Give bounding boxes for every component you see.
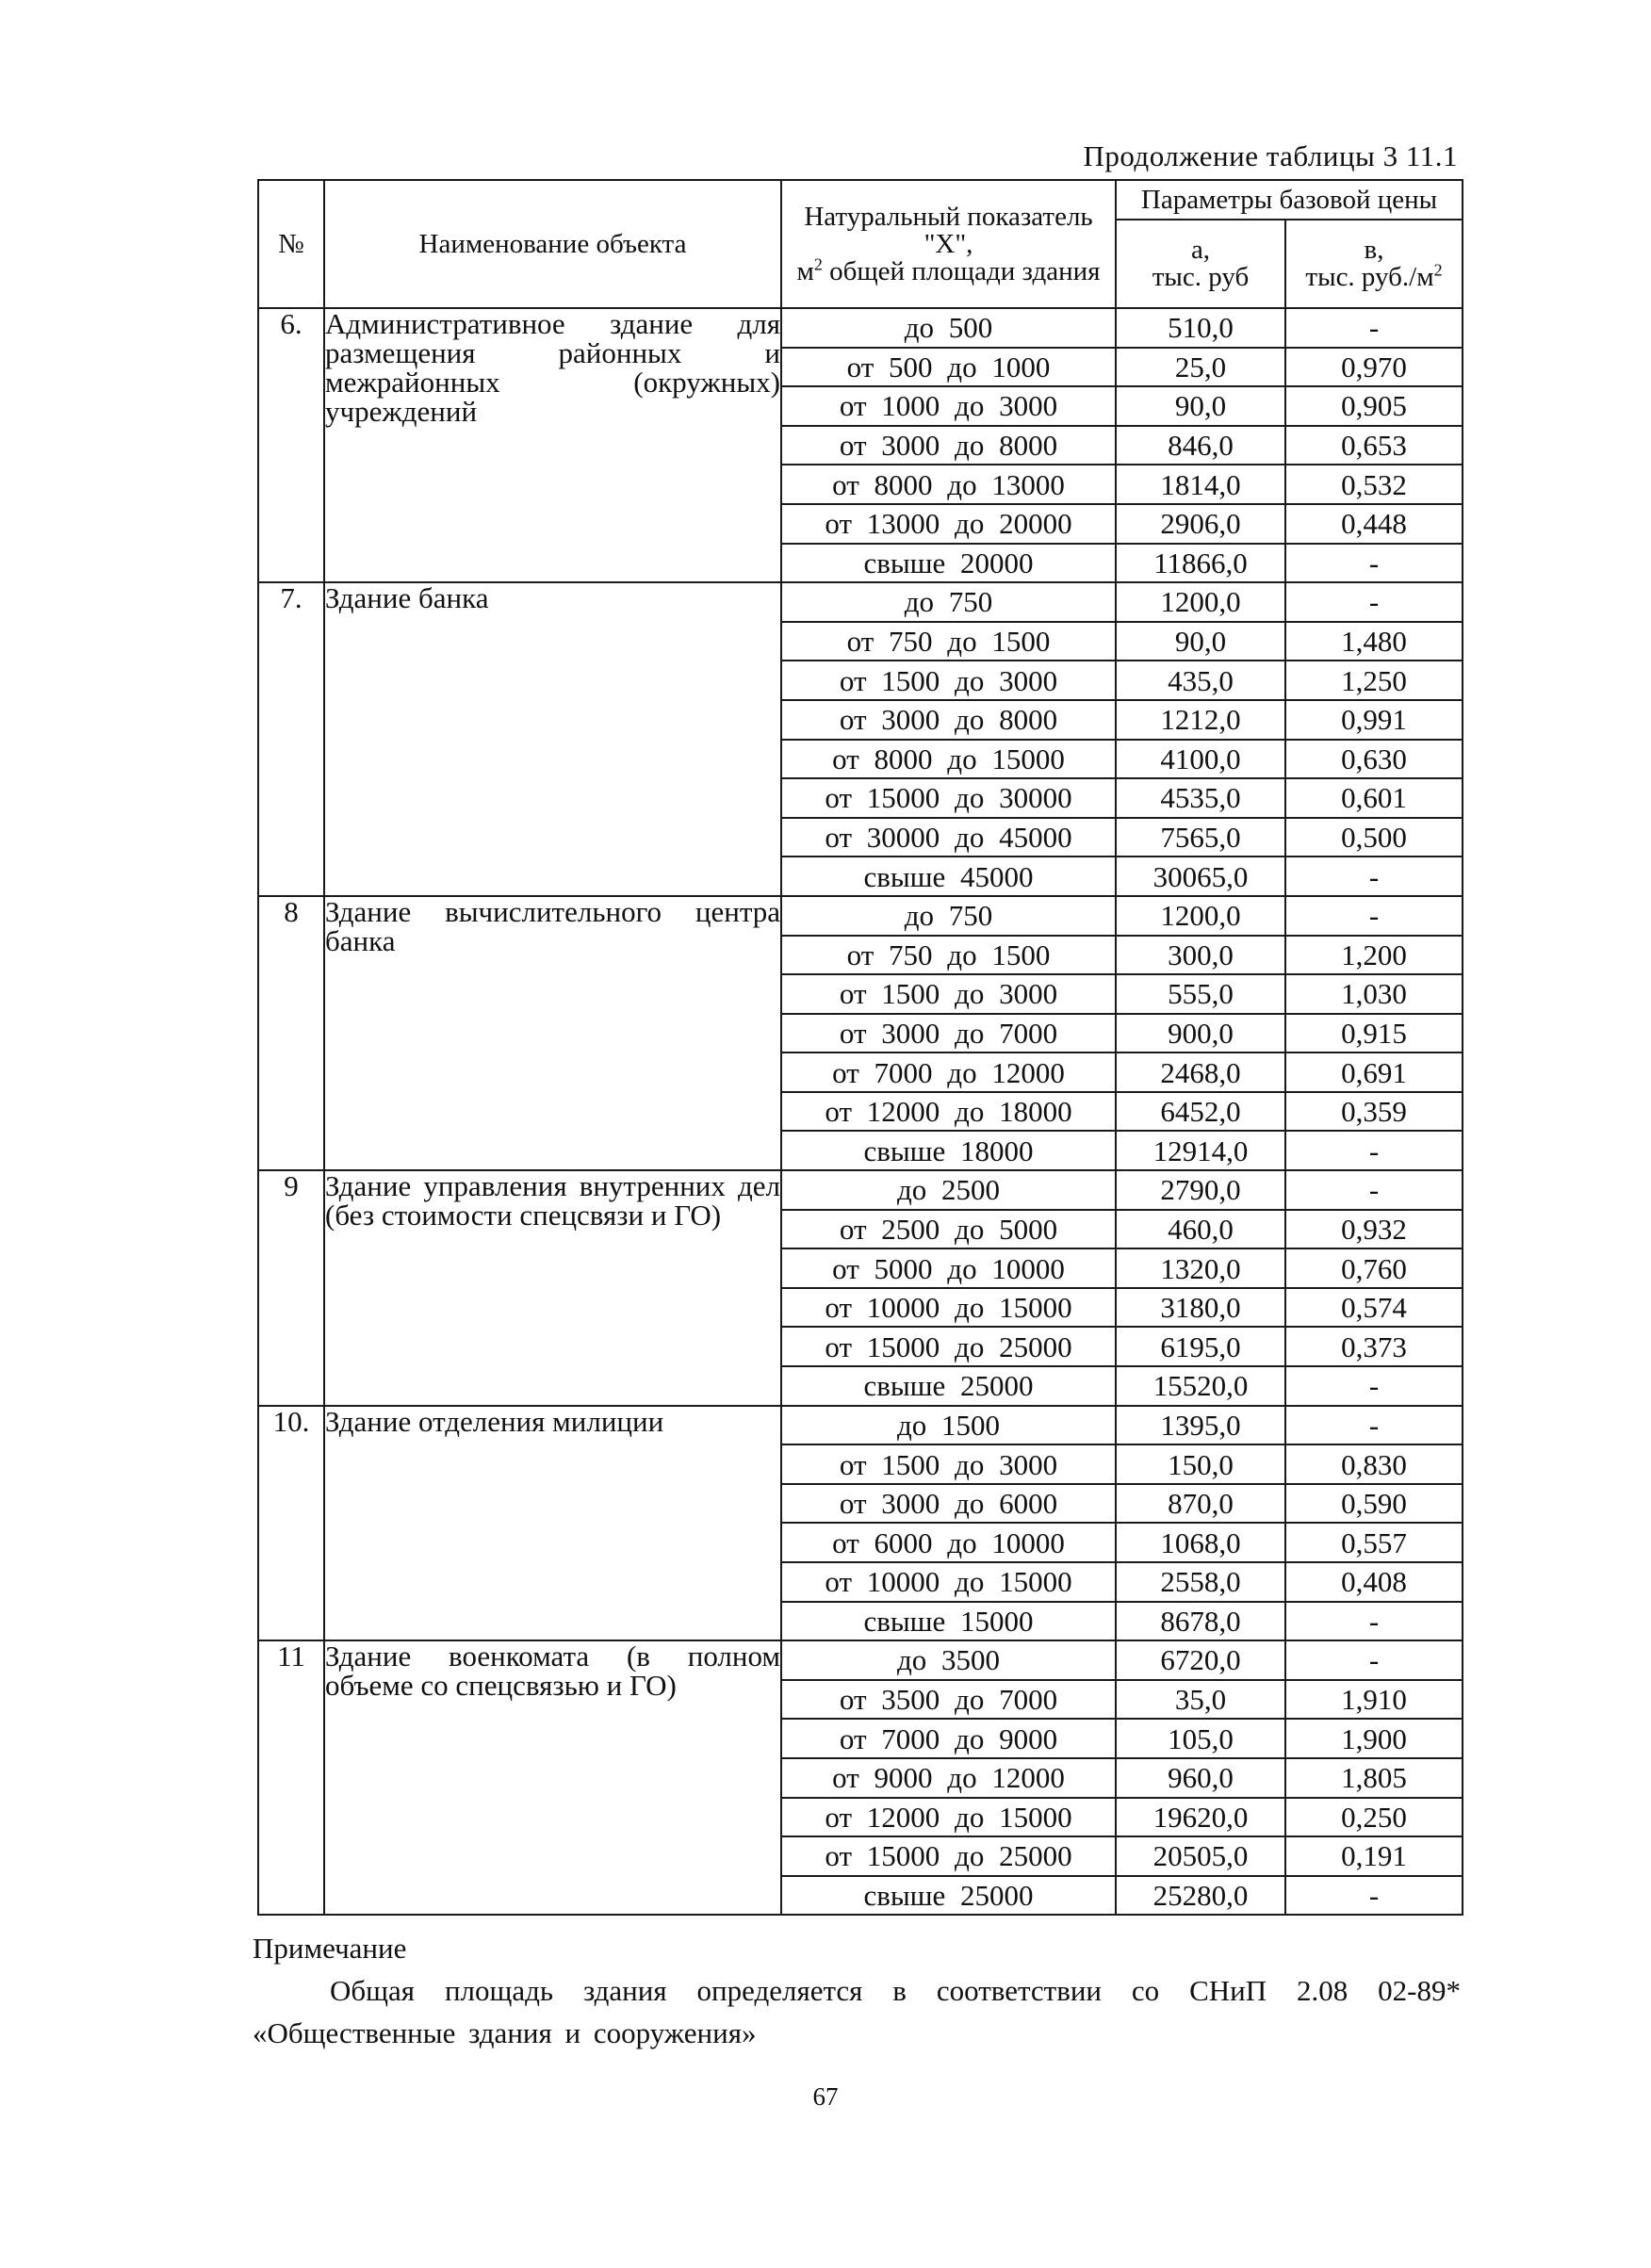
range-cell: от 7000 до 12000 xyxy=(781,1052,1116,1092)
range-cell: до 750 xyxy=(781,582,1116,622)
range-cell: от 1500 до 3000 xyxy=(781,661,1116,700)
header-natural-label: Натуральный показатель "X", xyxy=(804,201,1093,259)
range-cell: свыше 45000 xyxy=(781,857,1116,896)
param-a-cell: 20505,0 xyxy=(1116,1836,1285,1876)
table-row xyxy=(258,308,1463,348)
param-b-cell: 0,500 xyxy=(1285,818,1463,857)
range-cell: от 750 до 1500 xyxy=(781,622,1116,661)
table-row xyxy=(258,1170,1463,1210)
param-b-cell: 0,905 xyxy=(1285,386,1463,426)
price-table xyxy=(257,179,1463,1916)
param-a-cell: 7565,0 xyxy=(1116,818,1285,857)
param-a-cell: 2558,0 xyxy=(1116,1562,1285,1602)
range-cell: от 750 до 1500 xyxy=(781,936,1116,975)
range-cell: от 3000 до 8000 xyxy=(781,426,1116,465)
range-cell: до 750 xyxy=(781,896,1116,936)
param-b-cell: 1,200 xyxy=(1285,936,1463,975)
range-cell: от 3000 до 7000 xyxy=(781,1014,1116,1053)
param-a-cell: 19620,0 xyxy=(1116,1798,1285,1837)
range-cell: свыше 20000 xyxy=(781,544,1116,583)
param-a-cell: 35,0 xyxy=(1116,1680,1285,1720)
range-cell: от 8000 до 13000 xyxy=(781,465,1116,504)
header-natural xyxy=(781,180,1116,308)
param-b-cell: - xyxy=(1285,1170,1463,1210)
param-b-cell: 0,932 xyxy=(1285,1210,1463,1249)
param-b-cell: 0,691 xyxy=(1285,1052,1463,1092)
param-b-cell: - xyxy=(1285,1131,1463,1170)
param-a-cell: 1200,0 xyxy=(1116,582,1285,622)
param-b-cell: 0,557 xyxy=(1285,1523,1463,1562)
param-a-cell: 15520,0 xyxy=(1116,1366,1285,1406)
range-cell: свыше 15000 xyxy=(781,1602,1116,1641)
header-param-a-label: а, xyxy=(1190,235,1211,266)
param-a-cell: 2468,0 xyxy=(1116,1052,1285,1092)
param-b-cell: 0,532 xyxy=(1285,465,1463,504)
param-b-cell: - xyxy=(1285,1640,1463,1680)
range-cell: от 13000 до 20000 xyxy=(781,504,1116,544)
range-cell: свыше 25000 xyxy=(781,1876,1116,1916)
range-cell: от 10000 до 15000 xyxy=(781,1562,1116,1602)
param-b-cell: 0,191 xyxy=(1285,1836,1463,1876)
range-cell: от 3000 до 8000 xyxy=(781,700,1116,740)
row-number: 11 xyxy=(258,1640,324,1915)
param-b-cell: 0,359 xyxy=(1285,1092,1463,1132)
param-a-cell: 460,0 xyxy=(1116,1210,1285,1249)
param-b-cell: 0,760 xyxy=(1285,1248,1463,1288)
range-cell: от 7000 до 9000 xyxy=(781,1719,1116,1758)
row-number: 10. xyxy=(258,1406,324,1641)
param-b-cell: - xyxy=(1285,896,1463,936)
param-b-cell: 0,373 xyxy=(1285,1327,1463,1366)
param-a-cell: 2790,0 xyxy=(1116,1170,1285,1210)
range-cell: от 10000 до 15000 xyxy=(781,1288,1116,1328)
object-name: Административное здание для размещения районных и межрайонных (окружных) учреждений xyxy=(324,308,781,582)
table-row xyxy=(258,1640,1463,1680)
param-b-cell: 1,030 xyxy=(1285,974,1463,1014)
header-natural-unit-sup: 2 xyxy=(813,253,823,273)
param-a-cell: 4535,0 xyxy=(1116,778,1285,818)
range-cell: от 500 до 1000 xyxy=(781,348,1116,387)
param-b-cell: 0,991 xyxy=(1285,700,1463,740)
table-row xyxy=(258,1406,1463,1445)
param-b-cell: - xyxy=(1285,857,1463,896)
header-params: Параметры базовой цены xyxy=(1116,180,1463,220)
table-row xyxy=(258,582,1463,622)
param-a-cell: 1814,0 xyxy=(1116,465,1285,504)
range-cell: от 3000 до 6000 xyxy=(781,1484,1116,1524)
object-name: Здание вычислительного центра банка xyxy=(324,896,781,1170)
header-param-a-unit: тыс. руб xyxy=(1152,262,1250,293)
range-cell: от 30000 до 45000 xyxy=(781,818,1116,857)
param-b-cell: 0,250 xyxy=(1285,1798,1463,1837)
table-body xyxy=(258,308,1463,1915)
param-b-cell: 1,900 xyxy=(1285,1719,1463,1758)
range-cell: до 1500 xyxy=(781,1406,1116,1445)
range-cell: от 15000 до 25000 xyxy=(781,1327,1116,1366)
header-param-b-unit-sup: 2 xyxy=(1433,260,1443,280)
param-b-cell: 0,830 xyxy=(1285,1444,1463,1484)
object-name: Здание управления внутренних дел (без стоимости спецсвязи и ГО) xyxy=(324,1170,781,1406)
range-cell: от 12000 до 18000 xyxy=(781,1092,1116,1132)
note xyxy=(253,1928,1461,2055)
header-name: Наименование объекта xyxy=(324,180,781,308)
param-a-cell: 6195,0 xyxy=(1116,1327,1285,1366)
param-a-cell: 90,0 xyxy=(1116,386,1285,426)
param-a-cell: 4100,0 xyxy=(1116,740,1285,779)
range-cell: свыше 25000 xyxy=(781,1366,1116,1406)
param-b-cell: 1,480 xyxy=(1285,622,1463,661)
range-cell: от 6000 до 10000 xyxy=(781,1523,1116,1562)
param-a-cell: 900,0 xyxy=(1116,1014,1285,1053)
param-b-cell: 0,574 xyxy=(1285,1288,1463,1328)
param-a-cell: 300,0 xyxy=(1116,936,1285,975)
param-b-cell: - xyxy=(1285,1406,1463,1445)
param-a-cell: 90,0 xyxy=(1116,622,1285,661)
header-param-b xyxy=(1285,220,1463,308)
param-b-cell: 1,250 xyxy=(1285,661,1463,700)
range-cell: от 1500 до 3000 xyxy=(781,1444,1116,1484)
range-cell: свыше 18000 xyxy=(781,1131,1116,1170)
param-a-cell: 25280,0 xyxy=(1116,1876,1285,1916)
range-cell: до 500 xyxy=(781,308,1116,348)
row-number: 6. xyxy=(258,308,324,582)
param-a-cell: 25,0 xyxy=(1116,348,1285,387)
range-cell: до 2500 xyxy=(781,1170,1116,1210)
param-a-cell: 870,0 xyxy=(1116,1484,1285,1524)
range-cell: от 8000 до 15000 xyxy=(781,740,1116,779)
param-a-cell: 1320,0 xyxy=(1116,1248,1285,1288)
param-b-cell: - xyxy=(1285,544,1463,583)
range-cell: от 1500 до 3000 xyxy=(781,974,1116,1014)
note-title: Примечание xyxy=(253,1932,407,1965)
param-b-cell: 0,630 xyxy=(1285,740,1463,779)
range-cell: от 15000 до 30000 xyxy=(781,778,1116,818)
param-a-cell: 510,0 xyxy=(1116,308,1285,348)
header-param-a xyxy=(1116,220,1285,308)
object-name: Здание банка xyxy=(324,582,781,896)
row-number: 9 xyxy=(258,1170,324,1406)
header-natural-unit: м xyxy=(796,255,814,286)
param-a-cell: 846,0 xyxy=(1116,426,1285,465)
param-a-cell: 6720,0 xyxy=(1116,1640,1285,1680)
range-cell: до 3500 xyxy=(781,1640,1116,1680)
header-param-b-unit: тыс. руб./м xyxy=(1305,262,1434,293)
table-row xyxy=(258,896,1463,936)
range-cell: от 12000 до 15000 xyxy=(781,1798,1116,1837)
param-b-cell: - xyxy=(1285,308,1463,348)
param-a-cell: 12914,0 xyxy=(1116,1131,1285,1170)
param-a-cell: 30065,0 xyxy=(1116,857,1285,896)
param-b-cell: 1,910 xyxy=(1285,1680,1463,1720)
range-cell: от 5000 до 10000 xyxy=(781,1248,1116,1288)
param-a-cell: 8678,0 xyxy=(1116,1602,1285,1641)
param-b-cell: 0,408 xyxy=(1285,1562,1463,1602)
param-a-cell: 435,0 xyxy=(1116,661,1285,700)
param-a-cell: 6452,0 xyxy=(1116,1092,1285,1132)
param-b-cell: - xyxy=(1285,1876,1463,1916)
row-number: 8 xyxy=(258,896,324,1170)
table-header xyxy=(258,180,1463,308)
param-a-cell: 1068,0 xyxy=(1116,1523,1285,1562)
param-b-cell: 0,448 xyxy=(1285,504,1463,544)
object-name: Здание отделения милиции xyxy=(324,1406,781,1641)
object-name: Здание военкомата (в полном объеме со спецсвязью и ГО) xyxy=(324,1640,781,1915)
table-caption: Продолжение таблицы 3 11.1 xyxy=(1083,139,1458,172)
note-text: Общая площадь здания определяется в соответствии со СНиП 2.08 02-89* «Общественные здания и сооружения» xyxy=(253,1973,1461,2049)
param-b-cell: - xyxy=(1285,582,1463,622)
range-cell: от 9000 до 12000 xyxy=(781,1758,1116,1798)
param-a-cell: 1212,0 xyxy=(1116,700,1285,740)
header-param-b-label: в, xyxy=(1364,235,1384,266)
param-b-cell: 1,805 xyxy=(1285,1758,1463,1798)
range-cell: от 3500 до 7000 xyxy=(781,1680,1116,1720)
range-cell: от 15000 до 25000 xyxy=(781,1836,1116,1876)
param-b-cell: - xyxy=(1285,1366,1463,1406)
param-b-cell: 0,653 xyxy=(1285,426,1463,465)
param-a-cell: 11866,0 xyxy=(1116,544,1285,583)
param-a-cell: 1200,0 xyxy=(1116,896,1285,936)
range-cell: от 1000 до 3000 xyxy=(781,386,1116,426)
header-natural-rest: общей площади здания xyxy=(822,255,1101,286)
param-a-cell: 2906,0 xyxy=(1116,504,1285,544)
param-a-cell: 1395,0 xyxy=(1116,1406,1285,1445)
param-b-cell: 0,590 xyxy=(1285,1484,1463,1524)
page-number: 67 xyxy=(812,2082,839,2111)
param-b-cell: 0,970 xyxy=(1285,348,1463,387)
param-a-cell: 105,0 xyxy=(1116,1719,1285,1758)
param-b-cell: 0,601 xyxy=(1285,778,1463,818)
param-b-cell: - xyxy=(1285,1602,1463,1641)
param-a-cell: 3180,0 xyxy=(1116,1288,1285,1328)
row-number: 7. xyxy=(258,582,324,896)
range-cell: от 2500 до 5000 xyxy=(781,1210,1116,1249)
param-a-cell: 960,0 xyxy=(1116,1758,1285,1798)
param-a-cell: 555,0 xyxy=(1116,974,1285,1014)
param-a-cell: 150,0 xyxy=(1116,1444,1285,1484)
header-num: № xyxy=(258,180,324,308)
param-b-cell: 0,915 xyxy=(1285,1014,1463,1053)
